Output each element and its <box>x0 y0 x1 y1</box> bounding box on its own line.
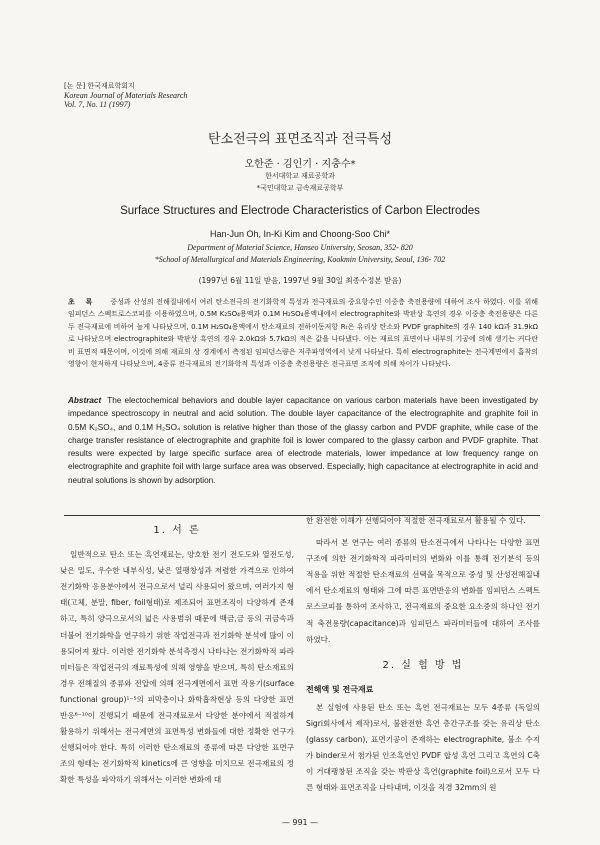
title-korean: 탄소전극의 표면조직과 전극특성 <box>207 132 393 147</box>
abstract-kr-text: 중성과 산성의 전해질내에서 여러 탄소전극의 전기화학적 특성과 전극재료의 중요항수인 이중층 축전용량에 대하여 조사 하였다. 이를 위해 임피던스 스펙트로스코피를 이용하였으며, 0.5M K₂SO₄용액과 0.1M H₂SO₄용액내에서 electrographite와 박판상 흑연의 경우 이중층 축전용량은 다른 두 전극재료에 비하여 높게 나타났으며, 0.1M H₂SO₄용액에서 탄소재료의 전하이동저항 Rₜ은 유리상 탄소와 PVDF graphite의 경우 140 kΩ과 31.9kΩ로 나타났으며 electrographite와 박판상 흑연의 경우 2.0kΩ와 5.7kΩ의 적은 값을 나타냈다. 이는 재료의 표면이나 내부의 기공에 의해 생기는 커다란 비 표면적 때문이며, 이것에 의해 재료의 상 경계에서 측정된 임피던스량은 저주파영역에서 낮게 나타났다. 특히 electrographite는 전극계면에서 흡착의 영향이 현저하게 나타났으며, 4종류 전극재료의 전기화학적 특성과 이중층 축전용량은 전극표면 조직에 의해 차이가 나타났다. <box>68 298 538 369</box>
affiliations-korean <box>0 170 600 194</box>
journal-volume: Vol. 7, No. 11 (1997) <box>64 100 131 109</box>
experiment-paragraph-1: 본 실험에 사용된 탄소 또는 흑연 전극재료는 모두 4종류 (독일의 Sigri회사에서 제작)로서, 불완전한 흑연 층간구조를 갖는 유리상 탄소(glassy carbon), 표면기공이 존재하는 electrographite, 불소 수지가 binder로서 첨가된 인조흑연인 PVDF 합성 흑연 그리고 흑연의 C축이 거대팽창된 조직을 갖는 박판상 흑연(graphite foil)으로서 모두 다른 형태와 표면조직을 나타내며, 이것을 직경 32mm의 원 <box>306 702 540 793</box>
subsection-electrolyte-title: 전해액 및 전극재료 <box>306 684 374 694</box>
affiliation-kr-1: 한서대학교 재료공학과 <box>265 172 335 180</box>
abstract-korean <box>68 296 538 370</box>
section-1-title: 1. 서 론 <box>153 525 201 536</box>
affiliation-kr-2: *국민대학교 금속재료공학부 <box>256 184 344 192</box>
left-column <box>60 523 294 789</box>
journal-name-en: Korean Journal of Materials Research <box>64 91 188 100</box>
received-dates: (1997년 6월 11일 받음, 1997년 9월 30일 최종수정본 받음) <box>198 276 402 285</box>
intro-paragraph-2: 따라서 본 연구는 여러 종류의 탄소전극에서 나타나는 다양한 표면구조에 의한 전기화학적 파라미터의 변화와 이를 통해 전기분석 등의 적용을 위한 적절한 탄소재료의 선택을 목적으로 중성 및 산성전해질내에서 탄소재료의 형태와 그에 따른 표면반응의 변화를 임피던스 스펙트로스코피를 통하여 조사하고, 전극재료의 중요한 요소중의 하나인 전기적 축전용량(capacitance)과 임피던스 파라미터들에 대하여 조사를 하였다. <box>306 538 540 644</box>
section-2-title: 2. 실 험 방 법 <box>382 659 464 671</box>
affiliation-en-2: *School of Metallurgical and Materials Engineering, Kookmin University, Seoul, 136- 702 <box>154 255 446 264</box>
affiliation-en-1: Department of Material Science, Hanseo University, Seosan, 352- 820 <box>187 243 413 252</box>
affiliations-english <box>0 242 600 266</box>
abstract-english <box>68 394 538 487</box>
intro-paragraph-1: 일반적으로 탄소 또는 흑연재료는, 양호한 전기 전도도와 열전도성, 낮은 밀도, 우수한 내부식성, 낮은 열팽창성과 저렴한 가격으로 인하여 전기화학 응용분야에서 전극으로서 널리 사용되어 왔으며, 여러가지 형태(고체, 분말, fiber, foil형태)로 제조되어 표면조직이 다양하게 존재하고, 특히 양극으로서의 넓은 사용범위 때문에 백금,금 등의 귀금속과 더불어 전기화학을 연구하기 위한 작업전극과 전기화학 분석에 많이 이용되어져 왔다. 이러한 전기화학 분석측정시 나타나는 전기화학적 파라미터들은 작업전극의 재료특성에 의해 영향을 받으며, 특히 탄소재료의 경우 전해질의 종류와 전압에 의해 전극계면에서 표면 작용기(surface functional group)¹⁻⁵의 피막층이나 화학흡착현상 등의 다양한 표면반응⁶⁻¹⁰이 진행되기 때문에 전극재료로서 다양한 분야에서 적절하게 활용하기 위해서는 전극계면의 표면특성 변화들에 대한 정확한 연구가 선행되어야 한다. 특히 이러한 탄소재료의 종류에 따른 다양한 표면구조의 형태는 전기화학적 kinetics에 큰 영향을 미치므로 전극재료의 정확한 특성을 파악하기 위해서는 이러한 변화에 대 <box>60 550 294 785</box>
intro-continuation: 한 완전한 이해가 선행되어야 적절한 전극재료로서 활용될 수 있다. <box>306 516 526 525</box>
authors-korean: 오한준 · 김인기 · 지충수* <box>244 159 356 170</box>
abstract-kr-label: 초 록 <box>68 298 97 306</box>
authors-english: Han-Jun Oh, In-Ki Kim and Choong-Soo Chi* <box>209 229 391 239</box>
abstract-en-text: The electochemical behaviors and double layer capacitance on various carbon materials have been investigated by impedance spectroscopy in neutral and acid solution. The double layer capacitance of the electrographite and graphite foil in 0.5M K₂SO₄, and 0.1M H₂SO₄ solution is relative higher than those of the glassy carbon and PVDF graphite, while case of the charge transfer resistance of electrographite and graphite foil is lower compared to the glassy carbon and PVDF graphite. That results were expected by large specific surface area of electrode materials, lower impedance at low frequency range on electrographite and graphite foil with large surface area was observed. Especially, high capacitance at electrographite in acid and neutral solutions is shown by adsorption. <box>68 396 538 485</box>
right-column <box>306 513 540 797</box>
journal-name-kr: [논 문] 한국재료학회지 <box>64 82 135 90</box>
title-english: Surface Structures and Electrode Characteristics of Carbon Electrodes <box>120 205 480 217</box>
abstract-en-label: Abstract <box>68 396 102 405</box>
journal-header <box>64 82 187 109</box>
page-number: — 991 — <box>281 818 319 827</box>
